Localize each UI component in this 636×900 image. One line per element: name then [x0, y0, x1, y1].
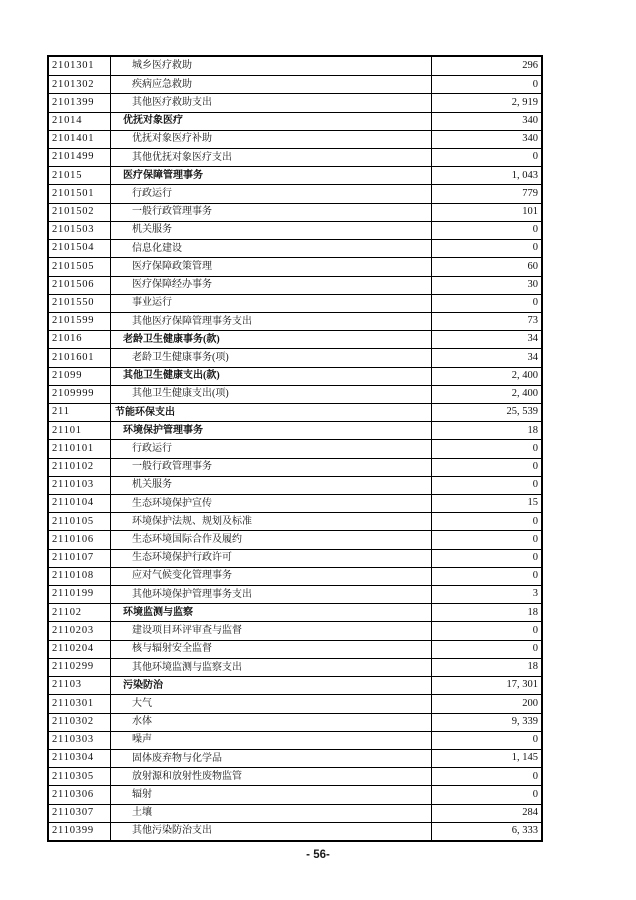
row-name: 其他医疗救助支出: [111, 94, 432, 111]
table-row: [49, 549, 541, 567]
row-value: 9, 339: [511, 715, 538, 727]
row-code: 2110303: [49, 732, 111, 749]
row-code: 2101501: [49, 185, 111, 202]
row-name: 行政运行: [111, 440, 432, 457]
row-value: 0: [532, 624, 538, 636]
row-value: 0: [532, 570, 538, 582]
budget-table-body: [49, 57, 541, 840]
row-code: 21099: [49, 368, 111, 385]
table-row: [49, 476, 541, 494]
table-row: [49, 494, 541, 512]
row-value: 17, 301: [506, 679, 538, 691]
row-code: 2110101: [49, 440, 111, 457]
row-code: 2101506: [49, 277, 111, 294]
row-name: 一般行政管理事务: [111, 204, 432, 221]
row-value: 200: [522, 697, 538, 709]
row-value: 0: [532, 78, 538, 90]
row-name: 建设项目环评审查与监督: [111, 622, 432, 639]
row-name: 噪声: [111, 732, 432, 749]
row-value: 0: [532, 224, 538, 236]
table-row: [49, 530, 541, 548]
table-row: [49, 276, 541, 294]
row-name: 机关服务: [111, 477, 432, 494]
row-value: 30: [527, 278, 538, 290]
row-value: 2, 400: [511, 388, 538, 400]
row-code: 21015: [49, 167, 111, 184]
row-value: 34: [527, 333, 538, 345]
table-row: [49, 694, 541, 712]
row-value: 2, 919: [511, 96, 538, 108]
row-name: 固体废弃物与化学品: [111, 750, 432, 767]
row-code: 2110107: [49, 550, 111, 567]
row-code: 2110204: [49, 641, 111, 658]
row-value: 3: [532, 588, 538, 600]
table-row: [49, 312, 541, 330]
row-code: 2110104: [49, 495, 111, 512]
row-name: 其他环境保护管理事务支出: [111, 586, 432, 603]
table-row: [49, 512, 541, 530]
row-code: 2101401: [49, 131, 111, 148]
row-value: 0: [532, 533, 538, 545]
table-row: [49, 439, 541, 457]
row-name: 优抚对象医疗: [111, 113, 432, 130]
row-name: 环境监测与监察: [111, 604, 432, 621]
table-row: [49, 166, 541, 184]
row-code: 2101399: [49, 94, 111, 111]
table-row: [49, 567, 541, 585]
row-code: 2110307: [49, 805, 111, 822]
table-row: [49, 640, 541, 658]
table-row: [49, 603, 541, 621]
row-value: 15: [527, 497, 538, 509]
row-name: 医疗保障管理事务: [111, 167, 432, 184]
row-code: 2101550: [49, 295, 111, 312]
row-code: 21101: [49, 422, 111, 439]
row-value: 0: [532, 442, 538, 454]
row-code: 2110305: [49, 768, 111, 785]
row-value: 0: [532, 770, 538, 782]
row-name: 老龄卫生健康事务(项): [111, 349, 432, 366]
table-row: [49, 785, 541, 803]
row-value: 340: [522, 114, 538, 126]
row-code: 2101505: [49, 258, 111, 275]
row-name: 生态环境国际合作及履约: [111, 531, 432, 548]
table-row: [49, 239, 541, 257]
row-name: 其他环境监测与监察支出: [111, 659, 432, 676]
row-code: 21102: [49, 604, 111, 621]
table-row: [49, 203, 541, 221]
row-value: 18: [527, 424, 538, 436]
row-code: 2110302: [49, 714, 111, 731]
row-code: 21014: [49, 113, 111, 130]
row-code: 21103: [49, 677, 111, 694]
row-code: 2110301: [49, 695, 111, 712]
row-name: 其他卫生健康支出(项): [111, 386, 432, 403]
row-value: 18: [527, 661, 538, 673]
table-row: [49, 367, 541, 385]
row-value: 779: [522, 187, 538, 199]
row-name: 土壤: [111, 805, 432, 822]
row-code: 2110108: [49, 568, 111, 585]
row-code: 2101503: [49, 222, 111, 239]
row-name: 辐射: [111, 786, 432, 803]
row-value: 1, 043: [511, 169, 538, 181]
row-value: 6, 333: [511, 825, 538, 837]
row-name: 核与辐射安全监督: [111, 641, 432, 658]
row-code: 2101302: [49, 76, 111, 93]
row-value: 34: [527, 351, 538, 363]
row-value: 2, 400: [511, 369, 538, 381]
table-row: [49, 585, 541, 603]
row-value: 0: [532, 297, 538, 309]
row-value: 0: [532, 479, 538, 491]
row-code: 2101601: [49, 349, 111, 366]
row-name: 医疗保障经办事务: [111, 277, 432, 294]
row-code: 2101301: [49, 57, 111, 75]
row-name: 事业运行: [111, 295, 432, 312]
table-row: [49, 93, 541, 111]
row-name: 大气: [111, 695, 432, 712]
row-value: 18: [527, 606, 538, 618]
row-value: 0: [532, 460, 538, 472]
row-name: 环境保护法规、规划及标准: [111, 513, 432, 530]
row-name: 生态环境保护宣传: [111, 495, 432, 512]
row-code: 2101499: [49, 149, 111, 166]
table-row: [49, 184, 541, 202]
row-value: 0: [532, 734, 538, 746]
table-row: [49, 75, 541, 93]
row-code: 2110199: [49, 586, 111, 603]
row-value: 340: [522, 133, 538, 145]
table-row: [49, 731, 541, 749]
row-value: 0: [532, 788, 538, 800]
row-value: 60: [527, 260, 538, 272]
table-row: [49, 348, 541, 366]
row-value: 1, 145: [511, 752, 538, 764]
table-row: [49, 421, 541, 439]
row-code: 2110102: [49, 459, 111, 476]
table-row: [49, 804, 541, 822]
row-name: 节能环保支出: [111, 404, 432, 421]
table-row: [49, 767, 541, 785]
row-value: 0: [532, 151, 538, 163]
table-row: [49, 658, 541, 676]
row-name: 污染防治: [111, 677, 432, 694]
table-row: [49, 621, 541, 639]
table-row: [49, 112, 541, 130]
table-row: [49, 148, 541, 166]
row-code: 2110304: [49, 750, 111, 767]
row-value: 73: [527, 315, 538, 327]
row-code: 2110299: [49, 659, 111, 676]
row-name: 其他污染防治支出: [111, 823, 432, 840]
row-name: 其他卫生健康支出(款): [111, 368, 432, 385]
row-name: 信息化建设: [111, 240, 432, 257]
row-name: 其他优抚对象医疗支出: [111, 149, 432, 166]
row-name: 一般行政管理事务: [111, 459, 432, 476]
table-row: [49, 676, 541, 694]
row-code: 2110203: [49, 622, 111, 639]
row-value: 0: [532, 643, 538, 655]
row-value: 101: [522, 206, 538, 218]
table-row: [49, 822, 541, 840]
row-code: 2109999: [49, 386, 111, 403]
table-row: [49, 257, 541, 275]
row-code: 2110105: [49, 513, 111, 530]
table-row: [49, 403, 541, 421]
row-value: 0: [532, 552, 538, 563]
row-code: 2110306: [49, 786, 111, 803]
row-name: 行政运行: [111, 185, 432, 202]
table-row: [49, 749, 541, 767]
row-name: 医疗保障政策管理: [111, 258, 432, 275]
table-row: [49, 458, 541, 476]
table-row: [49, 330, 541, 348]
row-name: 老龄卫生健康事务(款): [111, 331, 432, 348]
budget-table: [47, 55, 543, 842]
row-name: 城乡医疗救助: [111, 57, 432, 75]
row-code: 2110106: [49, 531, 111, 548]
row-name: 环境保护管理事务: [111, 422, 432, 439]
row-name: 放射源和放射性废物监管: [111, 768, 432, 785]
table-row: [49, 221, 541, 239]
row-code: 2110399: [49, 823, 111, 840]
table-row: [49, 130, 541, 148]
row-code: 2101502: [49, 204, 111, 221]
row-value: 296: [522, 59, 538, 71]
row-name: 水体: [111, 714, 432, 731]
row-name: 生态环境保护行政许可: [111, 550, 432, 567]
row-value: 0: [532, 515, 538, 527]
row-code: 211: [49, 404, 111, 421]
row-code: 2101504: [49, 240, 111, 257]
row-code: 2101599: [49, 313, 111, 330]
table-row: [49, 57, 541, 75]
row-name: 其他医疗保障管理事务支出: [111, 313, 432, 330]
table-row: [49, 294, 541, 312]
row-name: 机关服务: [111, 222, 432, 239]
row-value: 0: [532, 242, 538, 254]
table-row: [49, 385, 541, 403]
row-value: 284: [522, 806, 538, 818]
page-number: - 56-: [306, 849, 330, 861]
row-value: 25, 539: [506, 406, 538, 418]
row-name: 疾病应急救助: [111, 76, 432, 93]
row-name: 优抚对象医疗补助: [111, 131, 432, 148]
row-name: 应对气候变化管理事务: [111, 568, 432, 585]
row-code: 21016: [49, 331, 111, 348]
row-code: 2110103: [49, 477, 111, 494]
table-row: [49, 713, 541, 731]
